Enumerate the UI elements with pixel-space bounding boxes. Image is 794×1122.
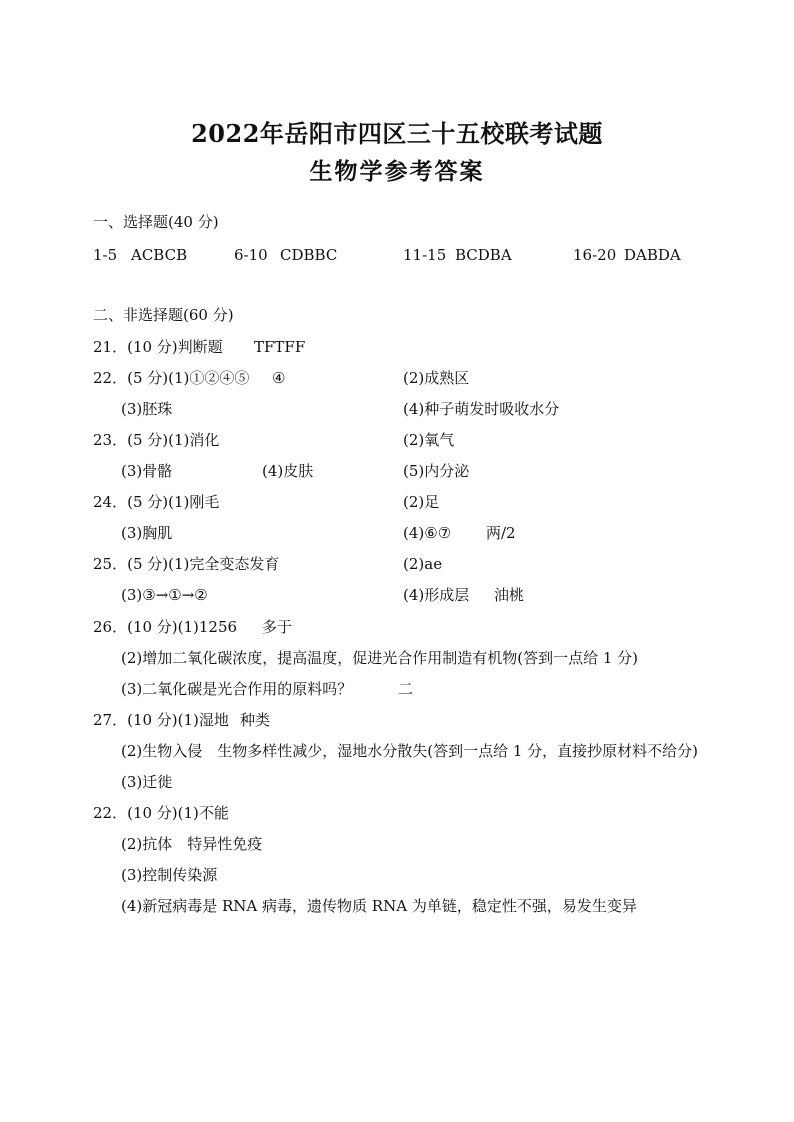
q25-part2: (2)ae <box>403 555 443 573</box>
q23-part2: (2)氧气 <box>403 431 455 449</box>
q23-part1: 23．(5 分)(1)消化 <box>93 431 220 449</box>
q25-part4: (4)形成层 <box>403 586 470 604</box>
q26-part2: (2)增加二氧化碳浓度，提高温度，促进光合作用制造有机物(答到一点给 1 分) <box>121 649 639 667</box>
q23-part5: (5)内分泌 <box>403 462 470 480</box>
q22-part2: (2)成熟区 <box>403 369 470 387</box>
q23-part4: (4)皮肤 <box>262 462 314 480</box>
q23-part3: (3)骨骼 <box>121 462 173 480</box>
section1-heading: 一、选择题(40 分) <box>93 213 219 231</box>
q26-part1: 26．(10 分)(1)1256 <box>93 618 238 636</box>
q22-part1: 22．(5 分)(1)①②④⑤ <box>93 369 250 387</box>
q27-part1: 27．(10 分)(1)湿地 <box>93 711 229 729</box>
q28-part2: (2)抗体 特异性免疫 <box>121 835 263 853</box>
q22-part3: (3)胚珠 <box>121 400 173 418</box>
q28-part4: (4)新冠病毒是 RNA 病毒，遗传物质 RNA 为单链，稳定性不强，易发生变异 <box>121 897 637 915</box>
choice-range-2: 6-10 <box>234 246 268 264</box>
q26-part3: (3)二氧化碳是光合作用的原料吗？ <box>121 680 353 698</box>
q21-label: 21．(10 分)判断题 <box>93 338 223 356</box>
q21-answer: TFTFF <box>254 338 306 356</box>
choice-range-4: 16-20 <box>573 246 617 264</box>
page-subtitle: 生物学参考答案 <box>309 158 485 185</box>
choice-answers-3: BCDBA <box>455 246 512 264</box>
q28-part1: 22．(10 分)(1)不能 <box>93 804 229 822</box>
q26-part3b: 二 <box>398 680 414 698</box>
page-title: 2022年岳阳市四区三十五校联考试题 <box>191 119 603 148</box>
choice-answers-1: ACBCB <box>131 246 188 264</box>
q24-part4b: 两/2 <box>486 524 516 542</box>
choice-range-3: 11-15 <box>403 246 447 264</box>
choice-range-1: 1-5 <box>93 246 118 264</box>
q27-part2: (2)生物入侵 生物多样性减少，湿地水分散失(答到一点给 1 分，直接抄原材料不给分) <box>121 742 699 760</box>
choice-answers-4: DABDA <box>624 246 681 264</box>
choice-answers-2: CDBBC <box>280 246 338 264</box>
q22-part1b: ④ <box>272 369 286 387</box>
q26-part1b: 多于 <box>262 618 293 636</box>
section2-heading: 二、非选择题(60 分) <box>93 306 234 324</box>
q27-part3: (3)迁徙 <box>121 773 173 791</box>
q22-part4: (4)种子萌发时吸收水分 <box>403 400 560 418</box>
q24-part4: (4)⑥⑦ <box>403 524 452 542</box>
q25-part1: 25．(5 分)(1)完全变态发育 <box>93 555 280 573</box>
q24-part1: 24．(5 分)(1)刚毛 <box>93 493 220 511</box>
q24-part2: (2)足 <box>403 493 440 511</box>
q27-part1b: 种类 <box>240 711 271 729</box>
q25-part3: (3)③→①→② <box>121 586 208 604</box>
q28-part3: (3)控制传染源 <box>121 866 218 884</box>
q25-part4b: 油桃 <box>494 586 525 604</box>
q24-part3: (3)胸肌 <box>121 524 173 542</box>
